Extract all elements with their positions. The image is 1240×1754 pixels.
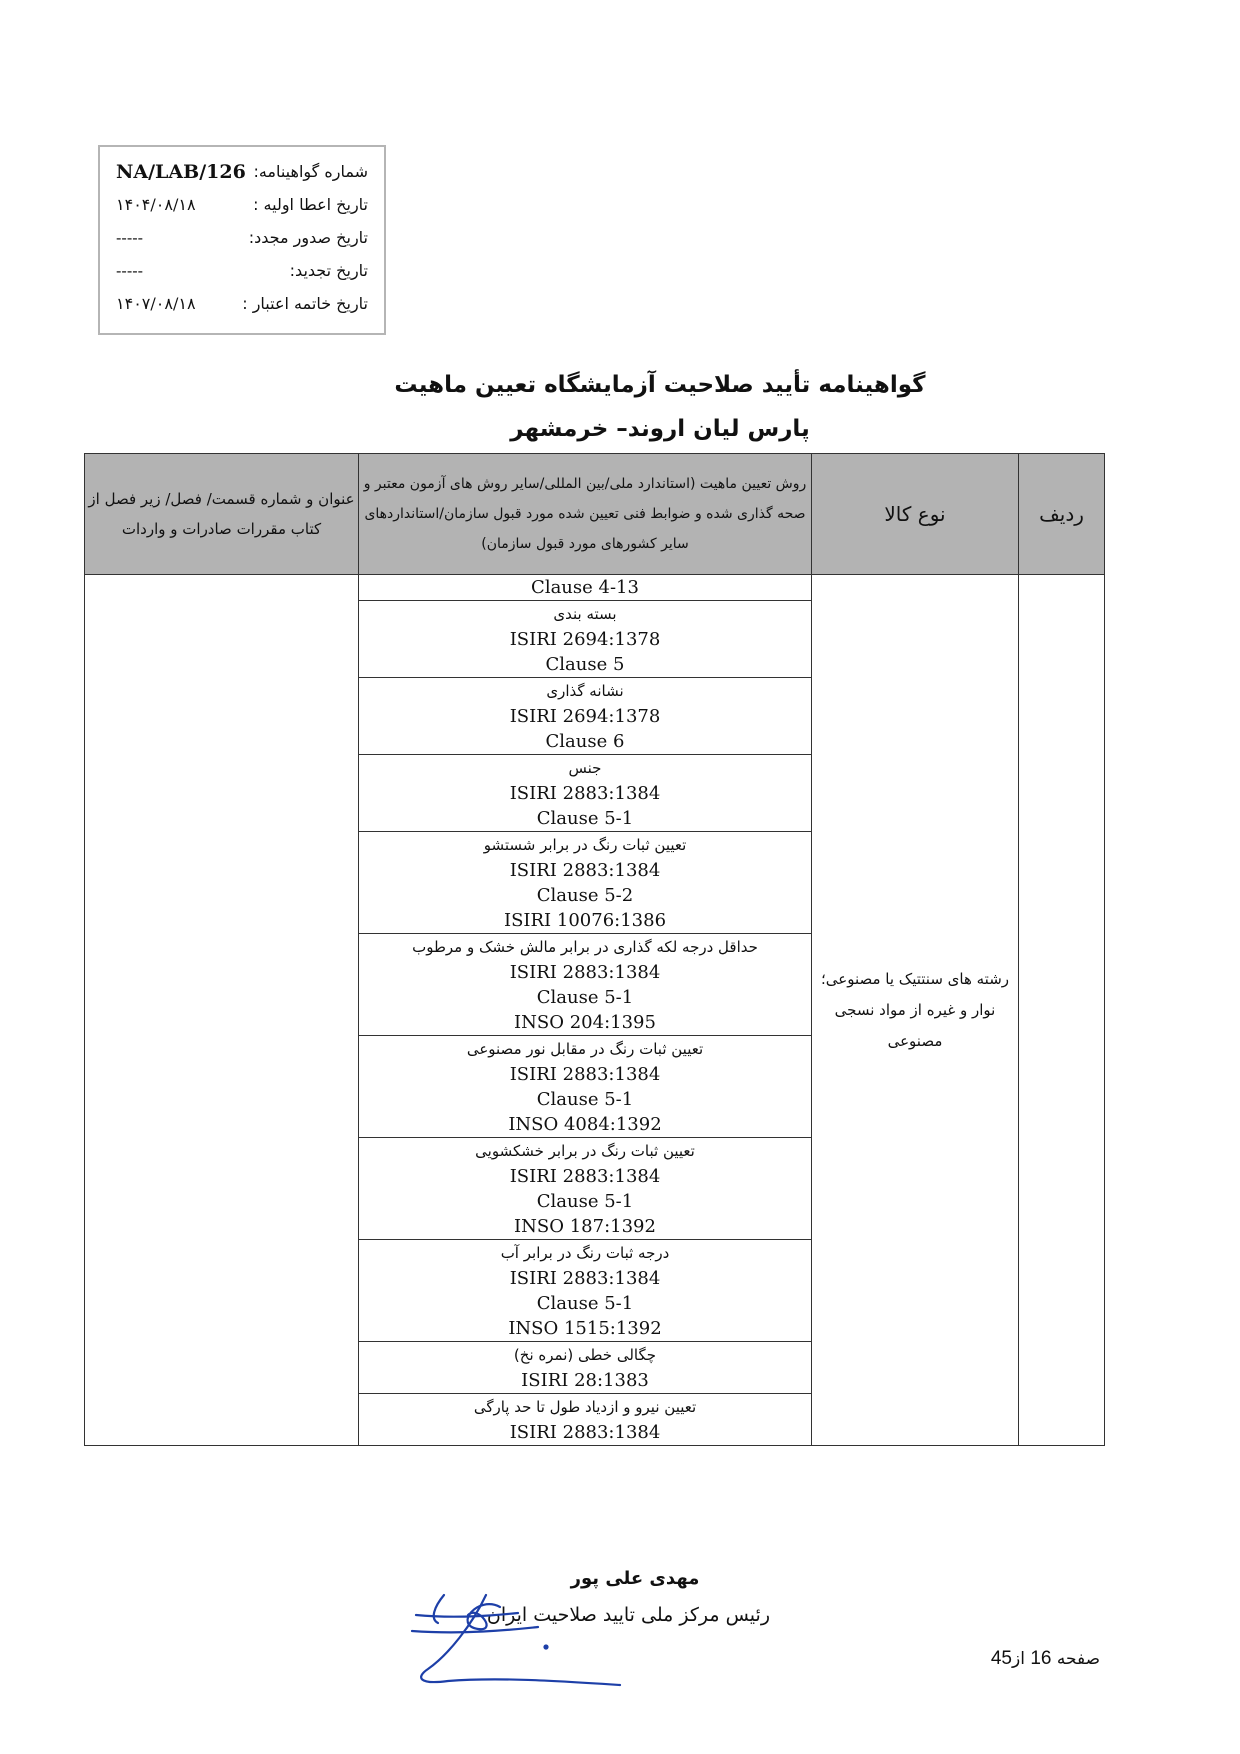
handwritten-signature — [408, 1585, 628, 1695]
page-current: 16 — [1030, 1648, 1052, 1669]
method-reference: ISIRI 2883:1384 — [509, 1422, 661, 1443]
certificate-number-row — [116, 155, 368, 188]
method-item — [359, 1394, 811, 1445]
page-total: 45 — [990, 1648, 1012, 1669]
method-reference: ISIRI 2883:1384 — [509, 1166, 661, 1187]
initial-issue-date-value: ۱۴۰۴/۰۸/۱۸ — [116, 195, 196, 214]
method-reference: Clause 5-1 — [536, 1191, 634, 1212]
header-regulation-title: عنوان و شماره قسمت/ فصل/ زیر فصل از کتاب مقررات صادرات و واردات — [85, 454, 359, 575]
method-reference: ISIRI 2883:1384 — [509, 860, 661, 881]
method-reference: Clause 5-2 — [536, 885, 634, 906]
method-item — [359, 575, 811, 601]
method-name: تعیین نیرو و ازدیاد طول تا حد پارگی — [473, 1398, 697, 1416]
method-reference: INSO 187:1392 — [514, 1216, 656, 1237]
method-name: تعیین ثبات رنگ در برابر شستشو — [483, 836, 687, 854]
initial-issue-date-row — [116, 188, 368, 221]
method-name: چگالی خطی (نمره نخ) — [513, 1346, 657, 1364]
method-reference: ISIRI 2883:1384 — [509, 1064, 661, 1085]
method-name: تعیین ثبات رنگ در برابر خشکشویی — [475, 1142, 695, 1160]
expiry-date-value: ۱۴۰۷/۰۸/۱۸ — [116, 294, 196, 313]
method-reference: Clause 5-1 — [536, 1293, 634, 1314]
method-name: نشانه گذاری — [546, 682, 624, 700]
method-reference: ISIRI 2883:1384 — [509, 783, 661, 804]
renewal-date-row — [116, 254, 368, 287]
reissue-date-label: تاریخ صدور مجدد: — [248, 228, 368, 247]
certificate-info-box — [98, 145, 386, 335]
document-title: گواهینامه تأیید صلاحیت آزمایشگاه تعیین ماهیت — [394, 372, 926, 398]
method-reference: ISIRI 2883:1384 — [509, 962, 661, 983]
method-item — [359, 601, 811, 678]
method-reference: Clause 5-1 — [536, 1089, 634, 1110]
regulation-title-cell — [85, 575, 359, 1446]
page-number-separator: از — [1011, 1649, 1025, 1669]
page-number — [970, 1648, 1100, 1670]
method-item — [359, 934, 811, 1036]
method-reference: ISIRI 2694:1378 — [509, 629, 661, 650]
expiry-date-row — [116, 287, 368, 320]
methods-cell — [359, 575, 812, 1446]
method-name: جنس — [568, 759, 602, 777]
initial-issue-date-label: تاریخ اعطا اولیه : — [253, 195, 368, 214]
method-item — [359, 1036, 811, 1138]
radif-cell — [1019, 575, 1105, 1446]
laboratory-name: پارس لیان اروند– خرمشهر — [510, 416, 810, 442]
signatory-name: مهدی علی پور — [570, 1568, 700, 1589]
renewal-date-label: تاریخ تجدید: — [289, 261, 368, 280]
method-name: بسته بندی — [553, 605, 617, 623]
table-header-row — [85, 454, 1105, 575]
method-item — [359, 1240, 811, 1342]
method-reference: ISIRI 2694:1378 — [509, 706, 661, 727]
page-number-prefix: صفحه — [1056, 1649, 1100, 1669]
method-item — [359, 832, 811, 934]
method-reference: ISIRI 2883:1384 — [509, 1268, 661, 1289]
method-name: حداقل درجه لکه گذاری در برابر مالش خشک و مرطوب — [412, 938, 758, 956]
certificate-number-label: شماره گواهینامه: — [253, 162, 368, 181]
method-name: درجه ثبات رنگ در برابر آب — [500, 1244, 670, 1262]
reissue-date-row — [116, 221, 368, 254]
method-reference: INSO 1515:1392 — [508, 1318, 662, 1339]
expiry-date-label: تاریخ خاتمه اعتبار : — [242, 294, 368, 313]
method-reference: Clause 5 — [545, 654, 625, 675]
method-item — [359, 755, 811, 832]
method-name: تعیین ثبات رنگ در مقابل نور مصنوعی — [466, 1040, 704, 1058]
method-reference: ISIRI 28:1383 — [521, 1370, 649, 1391]
header-radif: ردیف — [1019, 454, 1105, 575]
certificate-number-value: NA/LAB/126 — [116, 160, 246, 183]
renewal-date-value: ----- — [116, 261, 144, 280]
signatory-role: رئیس مرکز ملی تایید صلاحیت ایران — [486, 1604, 770, 1626]
method-item — [359, 1342, 811, 1394]
method-reference: Clause 6 — [545, 731, 625, 752]
header-goods-type: نوع کالا — [812, 454, 1019, 575]
reissue-date-value: ----- — [116, 228, 144, 247]
method-reference: Clause 5-1 — [536, 808, 634, 829]
method-item — [359, 678, 811, 755]
method-item — [359, 1138, 811, 1240]
method-reference: ISIRI 10076:1386 — [503, 910, 667, 931]
method-reference: Clause 5-1 — [536, 987, 634, 1008]
method-reference: Clause 4-13 — [531, 577, 639, 598]
scope-table — [84, 453, 1105, 1446]
method-reference: INSO 4084:1392 — [508, 1114, 662, 1135]
goods-type-cell: رشته های سنتتیک یا مصنوعی؛ نوار و غیره از مواد نسجی مصنوعی — [812, 575, 1019, 1446]
method-reference: INSO 204:1395 — [514, 1012, 656, 1033]
header-method: روش تعیین ماهیت (استاندارد ملی/بین المللی/سایر روش های آزمون معتبر و صحه گذاری شده و ضوابط فنی تعیین شده مورد قبول سازمان/استانداردهای سایر کشورهای مورد قبول سازمان) — [359, 454, 812, 575]
table-row — [85, 575, 1105, 1446]
